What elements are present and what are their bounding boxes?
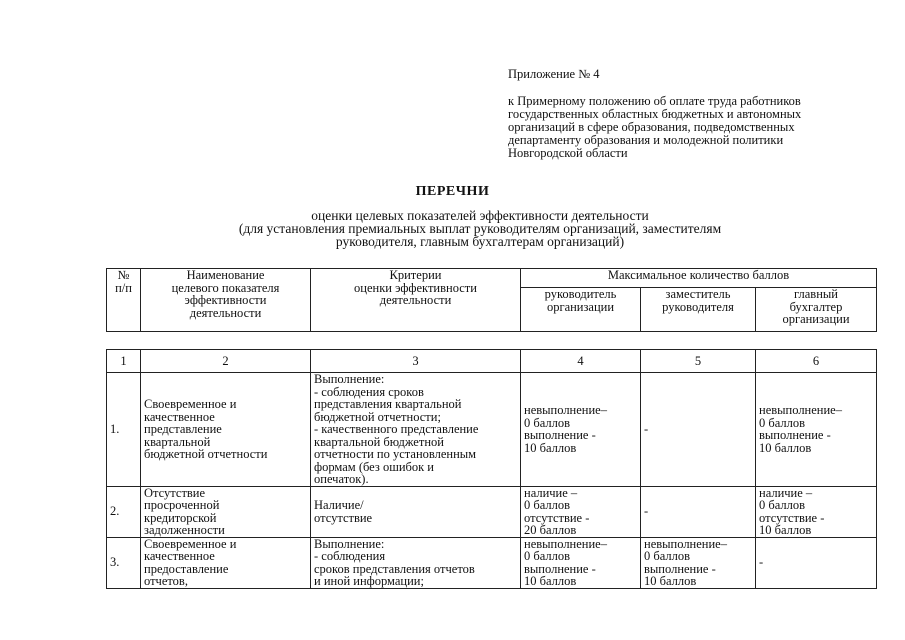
row-num: 2. (107, 486, 141, 537)
appendix-line: организаций в сфере образования, подведомственных (508, 120, 795, 134)
table-row (107, 373, 877, 487)
appendix-block (508, 68, 868, 160)
cell-line: наличие – (524, 485, 578, 500)
column-number: 2 (141, 350, 311, 373)
column-number: 4 (521, 350, 641, 373)
cell-line: 10 баллов (759, 523, 812, 537)
cell-line: бюджетной отчетности; (314, 409, 441, 424)
table-row (107, 486, 877, 537)
header-text: организации (782, 312, 850, 326)
cell-line: 20 баллов (524, 523, 577, 537)
header-deputy (641, 288, 756, 332)
subtitle-line: оценки целевых показателей эффективности деятельности (311, 208, 649, 223)
header-accountant (756, 288, 877, 332)
appendix-line: к Примерному положению об оплате труда работников (508, 94, 801, 108)
row-accountant-points (756, 373, 877, 487)
cell-line: и иной информации; (314, 574, 424, 588)
cell-line: отсутствие - (524, 510, 590, 525)
header-text: целевого показателя (171, 280, 280, 295)
row-name (141, 373, 311, 487)
cell-line: бюджетной отчетности (144, 447, 268, 461)
row-num: 1. (107, 373, 141, 487)
cell-line: отсутствие - (759, 510, 825, 525)
header-text: заместитель (665, 287, 731, 301)
header-text: бухгалтер (789, 299, 843, 314)
cell-line: Своевременное и (144, 536, 237, 551)
header-text: оценки эффективности (354, 280, 477, 295)
header-max-points: Максимальное количество баллов (521, 269, 877, 288)
cell-line: Выполнение: (314, 536, 385, 551)
cell-line: - (644, 504, 649, 519)
data-table (106, 349, 877, 589)
cell-line: выполнение - (524, 428, 596, 443)
cell-line: - соблюдения (314, 549, 386, 563)
cell-line: Выполнение: (314, 372, 385, 386)
cell-line: 10 баллов (524, 440, 577, 455)
row-deputy-points (641, 373, 756, 487)
cell-line: 10 баллов (524, 574, 577, 588)
table-row (107, 537, 877, 588)
row-deputy-points (641, 537, 756, 588)
cell-line: сроков представления отчетов (314, 561, 475, 576)
cell-line: 0 баллов (524, 415, 571, 430)
cell-line: - (644, 422, 649, 436)
cell-line: выполнение - (524, 561, 596, 576)
document-heading: ПЕРЕЧНИ (415, 184, 490, 199)
cell-line: Наличие/ (314, 498, 364, 512)
cell-line: квартальной (144, 434, 211, 449)
cell-line: предоставление (144, 561, 229, 576)
column-number: 3 (311, 350, 521, 373)
row-head-points (521, 537, 641, 588)
row-accountant-points (756, 537, 877, 588)
cell-line: квартальной бюджетной (314, 434, 444, 449)
cell-line: 0 баллов (524, 549, 571, 563)
header-text: п/п (115, 280, 132, 295)
appendix-line: Новгородской области (508, 146, 628, 160)
appendix-title: Приложение № 4 (508, 67, 600, 81)
row-num: 3. (107, 537, 141, 588)
cell-line: невыполнение– (759, 403, 842, 418)
row-criteria (311, 373, 521, 487)
cell-line: задолженности (144, 523, 225, 537)
cell-line: - (759, 555, 764, 570)
header-table (106, 268, 877, 332)
cell-line: качественное (144, 409, 215, 424)
document-subtitle (0, 209, 905, 248)
cell-line: выполнение - (644, 561, 716, 576)
cell-line: выполнение - (759, 428, 831, 443)
cell-line: 0 баллов (759, 415, 806, 430)
cell-line: представление (144, 422, 222, 436)
cell-line: отчетов, (144, 574, 188, 588)
cell-line: качественное (144, 549, 215, 563)
header-text: деятельности (379, 293, 452, 307)
header-text: организации (546, 299, 615, 314)
column-number: 1 (107, 350, 141, 373)
header-text: эффективности (184, 293, 267, 307)
cell-line: - качественного представление (314, 422, 479, 436)
cell-line: 0 баллов (524, 498, 571, 512)
header-num (107, 269, 141, 332)
row-deputy-points (641, 486, 756, 537)
cell-line: невыполнение– (524, 536, 607, 551)
row-name (141, 537, 311, 588)
cell-line: 10 баллов (644, 574, 697, 588)
row-criteria (311, 486, 521, 537)
cell-line: отчетности по установленным (314, 447, 477, 461)
header-text: Наименование (186, 268, 265, 282)
cell-line: невыполнение– (644, 536, 727, 551)
cell-line: 0 баллов (644, 549, 691, 563)
subtitle-line: (для установления премиальных выплат руководителям организаций, заместителям (238, 221, 722, 236)
header-head (521, 288, 641, 332)
header-text: руководителя (662, 299, 734, 314)
row-accountant-points (756, 486, 877, 537)
header-text: Критерии (389, 268, 442, 282)
cell-line: наличие – (759, 485, 813, 500)
cell-line: - соблюдения сроков (314, 384, 424, 399)
header-name (141, 269, 311, 332)
cell-line: 0 баллов (759, 498, 806, 512)
appendix-line: государственных областных бюджетных и автономных (508, 107, 802, 121)
cell-line: Своевременное и (144, 397, 237, 411)
row-name (141, 486, 311, 537)
cell-line: кредиторской (144, 510, 217, 525)
cell-line: формам (без ошибок и (314, 459, 435, 474)
row-head-points (521, 486, 641, 537)
appendix-line: департаменту образования и молодежной политики (508, 133, 784, 147)
cell-line: просроченной (144, 498, 220, 512)
row-criteria (311, 537, 521, 588)
subtitle-line: руководителя, главным бухгалтерам организаций) (335, 234, 625, 249)
column-number: 6 (756, 350, 877, 373)
column-number: 5 (641, 350, 756, 373)
header-text: руководитель (544, 287, 617, 301)
header-criteria (311, 269, 521, 332)
header-text: № (117, 268, 130, 282)
cell-line: Отсутствие (144, 485, 206, 500)
row-head-points (521, 373, 641, 487)
cell-line: опечаток). (314, 472, 369, 486)
cell-line: представления квартальной (314, 397, 462, 411)
cell-line: отсутствие (314, 510, 373, 525)
header-text: главный (794, 287, 838, 301)
cell-line: 10 баллов (759, 440, 812, 455)
header-text: деятельности (189, 305, 262, 320)
column-number-row (107, 350, 877, 373)
cell-line: невыполнение– (524, 403, 607, 418)
